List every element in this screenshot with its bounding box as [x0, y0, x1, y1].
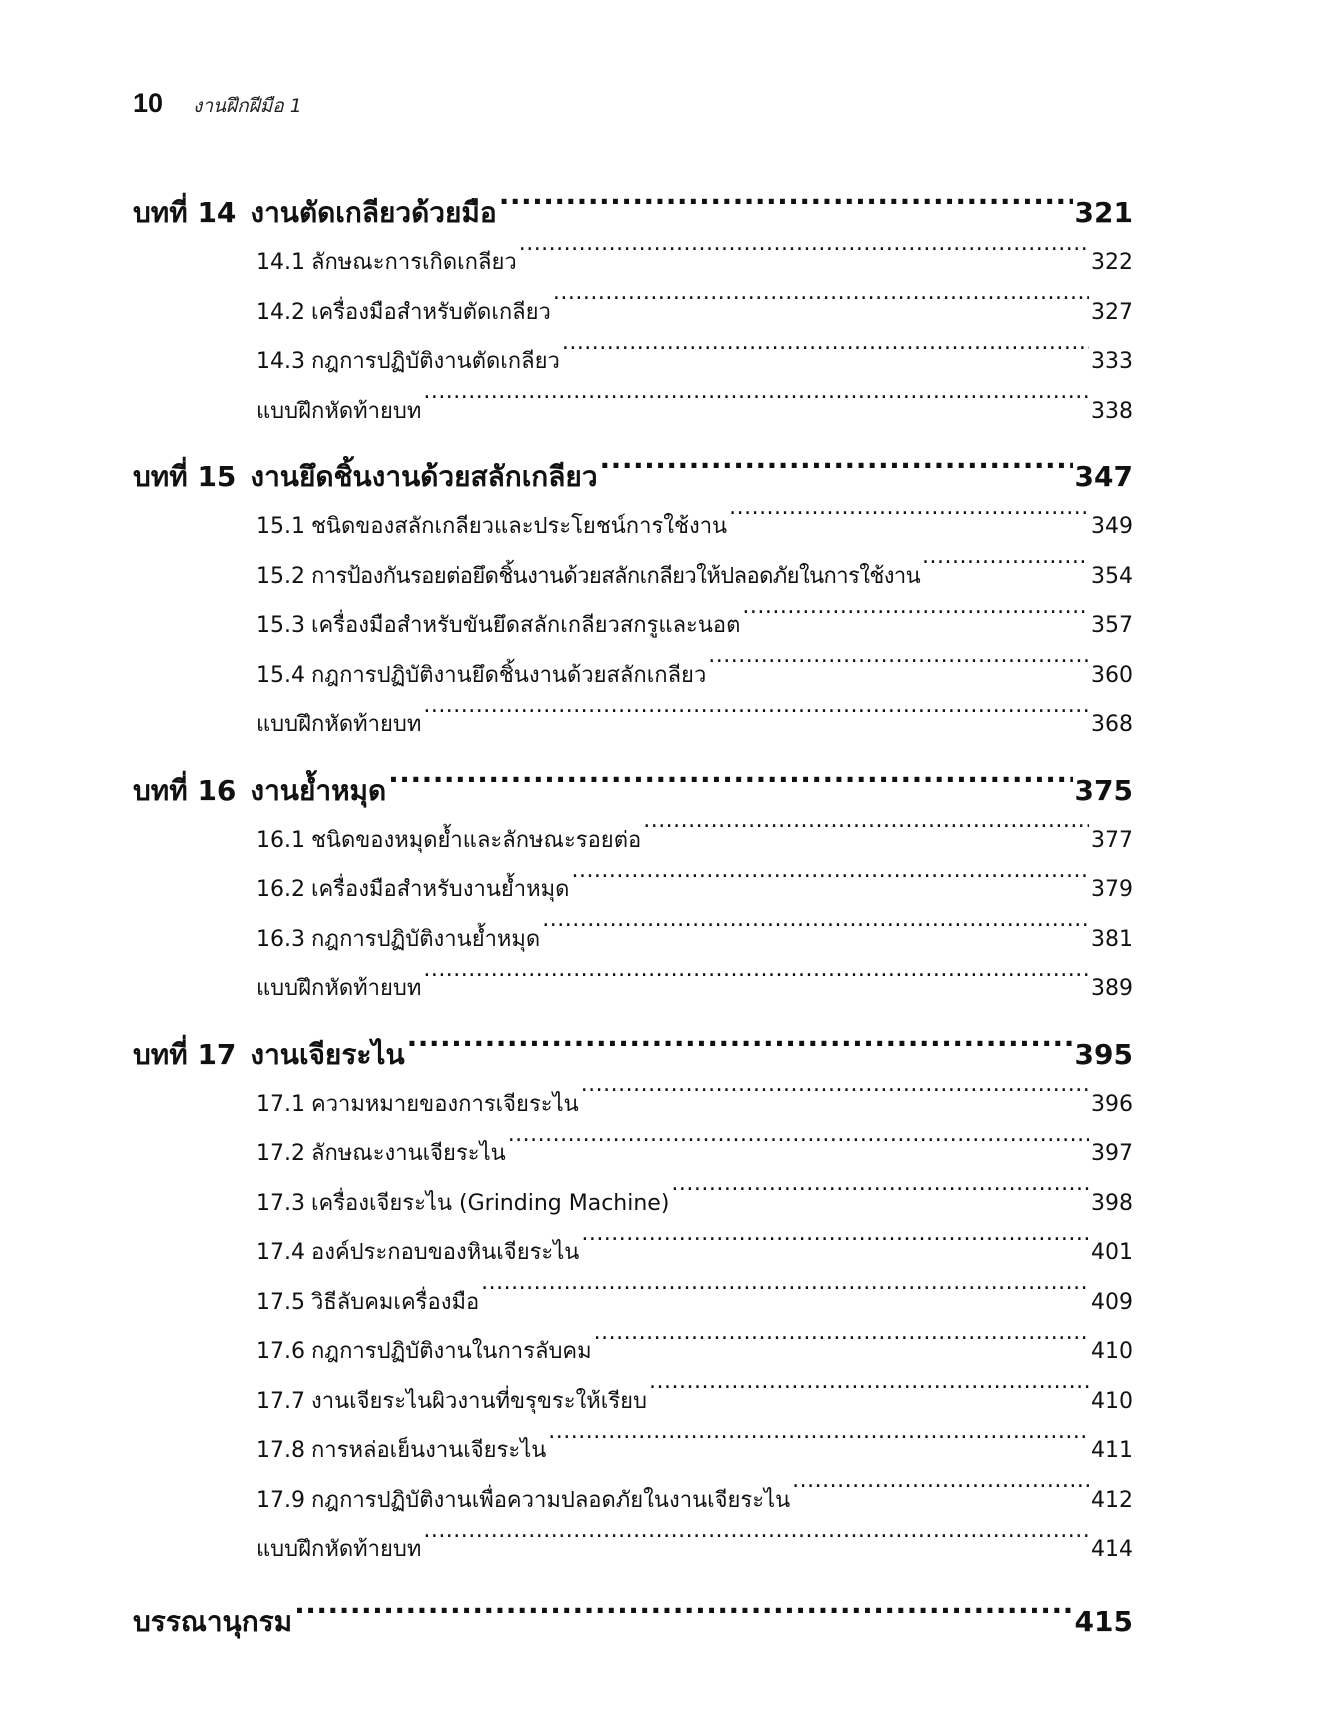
section-page: 333 [1091, 349, 1133, 374]
chapter-16 [133, 766, 1133, 1014]
dot-leader [571, 872, 1089, 896]
dot-leader [729, 509, 1089, 533]
dot-leader [499, 191, 1073, 222]
chapter-14 [133, 188, 1133, 436]
chapter-number: 17 [197, 1037, 237, 1071]
section-label [256, 1525, 421, 1575]
dot-leader [922, 558, 1089, 582]
chapter-prefix: บทที่ [133, 196, 188, 229]
section-page: 389 [1091, 976, 1133, 1001]
section-page: 410 [1091, 1388, 1133, 1414]
chapter-number: 16 [197, 773, 237, 807]
section-row[interactable] [256, 337, 1133, 387]
section-number: 17.7 [256, 1388, 305, 1414]
section-title: กฎการปฏิบัติงานเพื่อความปลอดภัยในงานเจียระไน [310, 1487, 791, 1513]
chapter-title: งานตัดเกลียวด้วยมือ [250, 196, 497, 229]
dot-leader [423, 971, 1089, 995]
section-row[interactable] [256, 651, 1133, 701]
section-number: 17.4 [256, 1240, 305, 1265]
section-row[interactable] [256, 865, 1133, 915]
section-row[interactable] [256, 915, 1133, 965]
dot-leader [423, 393, 1089, 417]
section-row[interactable] [256, 1179, 1133, 1229]
chapter-title: งานยึดชิ้นงานด้วยสลักเกลียว [250, 460, 598, 493]
bibliography-page: 415 [1074, 1605, 1133, 1638]
dot-leader [508, 1136, 1089, 1160]
chapter-label [133, 1030, 405, 1080]
chapter-17 [133, 1030, 1133, 1575]
section-page: 377 [1091, 827, 1133, 853]
dot-leader [388, 769, 1072, 800]
section-label [256, 1327, 592, 1377]
chapter-label [133, 188, 497, 238]
section-number: 17.8 [256, 1438, 305, 1463]
chapter-heading[interactable] [133, 1030, 1133, 1080]
chapter-page: 321 [1074, 196, 1133, 229]
section-title: การหล่อเย็นงานเจียระไน [310, 1438, 547, 1463]
section-title: เครื่องมือสำหรับงานย้ำหมุด [310, 877, 570, 902]
dot-leader [562, 344, 1089, 368]
section-page: 360 [1091, 662, 1133, 688]
section-number: 15.4 [256, 662, 305, 688]
section-row[interactable] [256, 1525, 1133, 1575]
section-row[interactable] [256, 1476, 1133, 1526]
section-page: 396 [1091, 1091, 1133, 1117]
dot-leader [548, 1433, 1089, 1457]
section-title: ความหมายของการเจียระไน [310, 1091, 579, 1117]
section-label [256, 1179, 669, 1229]
section-row[interactable] [256, 1129, 1133, 1179]
section-page: 411 [1091, 1438, 1133, 1463]
section-label [256, 387, 421, 437]
section-title: วิธีลับคมเครื่องมือ [310, 1289, 480, 1315]
dot-leader [649, 1383, 1089, 1407]
section-number: 16.1 [256, 827, 305, 853]
section-row[interactable] [256, 502, 1133, 552]
section-title: งานเจียระไนผิวงานที่ขรุขระให้เรียบ [310, 1388, 647, 1414]
section-number: 17.6 [256, 1339, 305, 1364]
chapter-prefix: บทที่ [133, 460, 188, 493]
section-page: 379 [1091, 877, 1133, 902]
section-page: 412 [1091, 1487, 1133, 1513]
section-page: 409 [1091, 1289, 1133, 1315]
section-label [256, 1278, 479, 1328]
chapter-heading[interactable] [133, 188, 1133, 238]
table-of-contents [133, 188, 1133, 1575]
section-label [256, 1377, 647, 1427]
section-row[interactable] [256, 816, 1133, 866]
section-title: การป้องกันรอยต่อยึดชิ้นงานด้วยสลักเกลียวให้ปลอดภัยในการใช้งาน [310, 563, 921, 589]
section-number: 17.1 [256, 1091, 305, 1117]
section-label [256, 1129, 506, 1179]
dot-leader [581, 1235, 1089, 1259]
dot-leader [594, 1334, 1089, 1358]
section-row[interactable] [256, 288, 1133, 338]
spacer [133, 1014, 1133, 1030]
section-label [256, 865, 569, 915]
section-page: 327 [1091, 299, 1133, 325]
spacer [133, 750, 1133, 766]
section-number: 15.1 [256, 514, 305, 539]
dot-leader [553, 294, 1089, 318]
chapter-label [133, 766, 386, 816]
dot-leader [481, 1284, 1089, 1308]
chapter-label [133, 452, 598, 502]
chapter-heading[interactable] [133, 452, 1133, 502]
section-row[interactable] [256, 1426, 1133, 1476]
section-label [256, 1228, 579, 1278]
section-title: กฎการปฏิบัติงานยึดชิ้นงานด้วยสลักเกลียว [310, 662, 707, 688]
section-page: 349 [1091, 514, 1133, 539]
section-label [256, 1080, 579, 1130]
section-label [256, 337, 560, 387]
section-row[interactable] [256, 964, 1133, 1014]
section-title: กฎการปฏิบัติงานย้ำหมุด [310, 926, 541, 952]
section-label [256, 700, 421, 750]
section-page: 398 [1091, 1190, 1133, 1216]
section-title: กฎการปฏิบัติงานในการลับคม [310, 1339, 592, 1364]
section-row[interactable] [256, 1228, 1133, 1278]
section-title: แบบฝึกหัดท้ายบท [256, 712, 422, 737]
section-label [256, 651, 706, 701]
section-number: 16.2 [256, 877, 305, 902]
section-title: เครื่องเจียระไน (Grinding Machine) [310, 1190, 670, 1216]
section-title: ลักษณะงานเจียระไน [310, 1141, 506, 1166]
section-page: 322 [1091, 250, 1133, 275]
dot-leader [542, 921, 1089, 945]
chapter-number: 15 [197, 460, 237, 493]
chapter-prefix: บทที่ [133, 1037, 188, 1071]
section-number: 14.1 [256, 250, 305, 275]
section-title: แบบฝึกหัดท้ายบท [256, 976, 422, 1001]
dot-leader [671, 1185, 1089, 1209]
section-label [256, 964, 421, 1014]
bibliography [133, 1597, 1133, 1647]
chapter-15 [133, 452, 1133, 750]
section-number: 17.9 [256, 1487, 305, 1513]
section-page: 397 [1091, 1141, 1133, 1166]
section-title: ลักษณะการเกิดเกลียว [310, 250, 517, 275]
dot-leader [581, 1086, 1089, 1110]
section-title: ชนิดของหมุดย้ำและลักษณะรอยต่อ [310, 827, 642, 853]
section-row[interactable] [256, 1327, 1133, 1377]
dot-leader [294, 1600, 1072, 1631]
bibliography-title: บรรณานุกรม [133, 1605, 293, 1638]
section-row[interactable] [256, 1278, 1133, 1328]
dot-leader [519, 245, 1089, 269]
section-label [256, 552, 920, 602]
section-title: กฎการปฏิบัติงานตัดเกลียว [310, 349, 560, 374]
chapter-page: 375 [1074, 773, 1133, 807]
section-title: องค์ประกอบของหินเจียระไน [310, 1240, 580, 1265]
section-page: 338 [1091, 398, 1133, 424]
section-number: 17.3 [256, 1190, 305, 1216]
section-label [256, 1426, 546, 1476]
dot-leader [423, 1532, 1089, 1556]
section-row[interactable] [256, 1080, 1133, 1130]
section-title: แบบฝึกหัดท้ายบท [256, 398, 422, 424]
section-page: 368 [1091, 712, 1133, 737]
section-title: เครื่องมือสำหรับตัดเกลียว [310, 299, 551, 325]
dot-leader [600, 455, 1073, 486]
section-row[interactable] [256, 700, 1133, 750]
section-row[interactable] [256, 1377, 1133, 1427]
section-page: 381 [1091, 926, 1133, 952]
dot-leader [792, 1482, 1089, 1506]
chapter-page: 395 [1074, 1037, 1133, 1071]
section-number: 16.3 [256, 926, 305, 952]
dot-leader [742, 608, 1089, 632]
book-title: งานฝึกฝีมือ 1 [193, 95, 302, 117]
section-number: 14.3 [256, 349, 305, 374]
section-label [256, 816, 641, 866]
dot-leader [423, 707, 1089, 731]
chapter-title: งานเจียระไน [250, 1037, 405, 1071]
section-row[interactable] [256, 601, 1133, 651]
bibliography-heading[interactable] [133, 1597, 1133, 1647]
section-page: 354 [1091, 563, 1133, 589]
dot-leader [708, 657, 1089, 681]
section-page: 401 [1091, 1240, 1133, 1265]
page-number: 10 [133, 88, 164, 118]
section-number: 17.2 [256, 1141, 305, 1166]
section-number: 15.2 [256, 563, 305, 589]
section-title: แบบฝึกหัดท้ายบท [256, 1537, 422, 1562]
section-number: 17.5 [256, 1289, 305, 1315]
section-label [256, 601, 740, 651]
section-label [256, 502, 727, 552]
chapter-heading[interactable] [133, 766, 1133, 816]
section-number: 15.3 [256, 613, 305, 638]
section-row[interactable] [256, 552, 1133, 602]
page-header [133, 88, 302, 121]
section-title: ชนิดของสลักเกลียวและประโยชน์การใช้งาน [310, 514, 728, 539]
chapter-prefix: บทที่ [133, 773, 188, 807]
section-label [256, 1476, 790, 1526]
section-label [256, 915, 540, 965]
chapter-title: งานย้ำหมุด [250, 773, 387, 807]
dot-leader [407, 1033, 1073, 1064]
spacer [133, 436, 1133, 452]
chapter-number: 14 [197, 196, 237, 229]
dot-leader [643, 822, 1089, 846]
section-page: 410 [1091, 1339, 1133, 1364]
chapter-page: 347 [1074, 460, 1133, 493]
section-number: 14.2 [256, 299, 305, 325]
section-page: 414 [1091, 1537, 1133, 1562]
section-row[interactable] [256, 387, 1133, 437]
section-label [256, 238, 517, 288]
section-page: 357 [1091, 613, 1133, 638]
section-label [256, 288, 551, 338]
section-row[interactable] [256, 238, 1133, 288]
section-title: เครื่องมือสำหรับขันยึดสลักเกลียวสกรูและนอต [310, 613, 741, 638]
